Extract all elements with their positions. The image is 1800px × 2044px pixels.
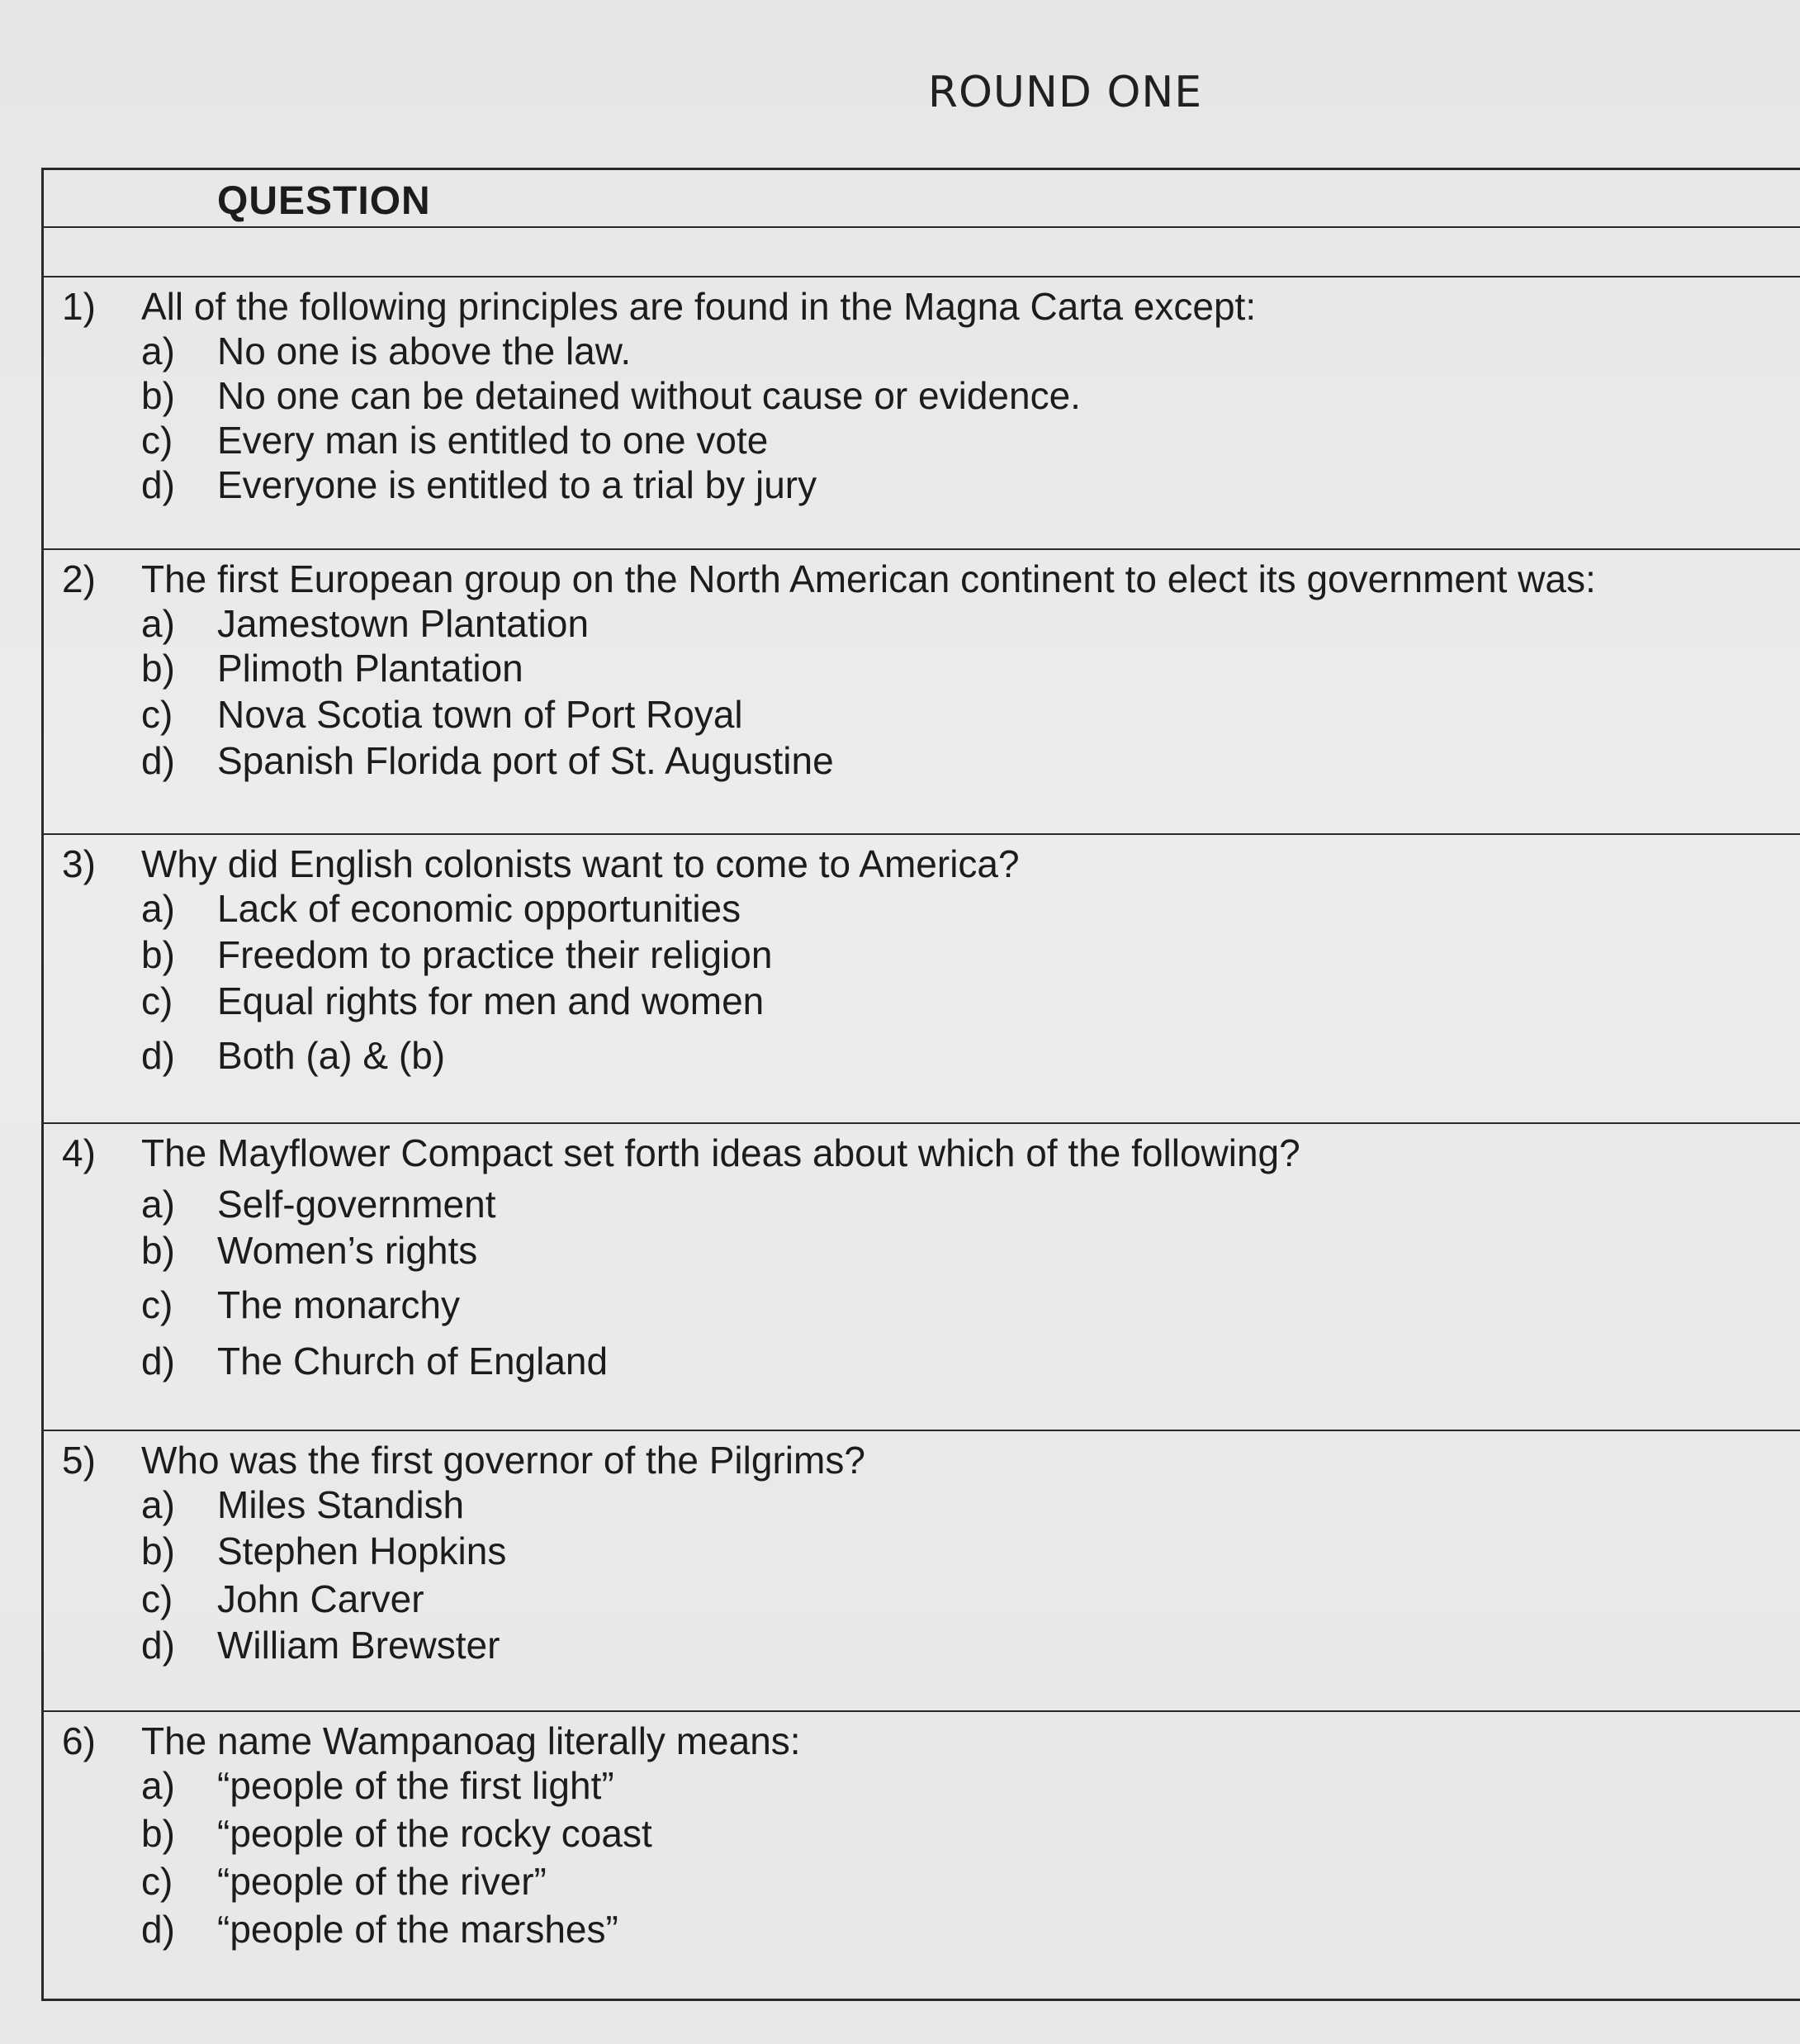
option-c xyxy=(141,979,764,1023)
option-letter: b) xyxy=(141,933,175,976)
option-letter: d) xyxy=(141,739,175,782)
option-text: “people of the marshes” xyxy=(217,1908,618,1951)
option-text: Women’s rights xyxy=(217,1229,478,1272)
option-letter: b) xyxy=(141,1229,175,1272)
option-d xyxy=(141,738,834,783)
question-text: Who was the first governor of the Pilgrims? xyxy=(141,1439,865,1482)
option-b xyxy=(141,932,772,977)
option-letter: b) xyxy=(141,647,175,690)
option-letter: b) xyxy=(141,1812,175,1855)
option-d xyxy=(141,1339,608,1383)
option-letter: c) xyxy=(141,419,173,462)
page-title: ROUND ONE xyxy=(927,68,1203,117)
option-letter: c) xyxy=(141,693,173,736)
option-text: Plimoth Plantation xyxy=(217,647,523,690)
question-number: 2) xyxy=(62,557,96,600)
option-a xyxy=(141,1482,464,1527)
option-letter: d) xyxy=(141,1624,175,1667)
option-letter: c) xyxy=(141,979,173,1022)
option-letter: d) xyxy=(141,1034,175,1077)
option-c xyxy=(141,1859,547,1904)
option-letter: a) xyxy=(141,602,175,645)
option-a xyxy=(141,886,741,931)
table-header xyxy=(44,170,1800,228)
option-text: Spanish Florida port of St. Augustine xyxy=(217,739,834,782)
option-a xyxy=(141,1763,614,1808)
option-letter: b) xyxy=(141,374,175,417)
option-letter: c) xyxy=(141,1283,173,1326)
option-c xyxy=(141,418,768,462)
option-b xyxy=(141,1228,477,1273)
table-header-label: QUESTION xyxy=(217,179,431,223)
option-letter: a) xyxy=(141,330,175,372)
option-letter: d) xyxy=(141,1908,175,1951)
option-text: Jamestown Plantation xyxy=(217,602,590,645)
option-text: Stephen Hopkins xyxy=(217,1529,507,1572)
option-a xyxy=(141,601,589,646)
option-d xyxy=(141,1033,445,1078)
option-text: John Carver xyxy=(217,1577,424,1620)
question-row-6 xyxy=(44,1712,1800,2001)
question-text: The first European group on the North American continent to elect its government was: xyxy=(141,557,1596,600)
option-text: Miles Standish xyxy=(217,1483,465,1526)
option-a xyxy=(141,329,631,373)
option-b xyxy=(141,646,523,690)
option-letter: d) xyxy=(141,463,175,506)
option-text: No one is above the law. xyxy=(217,330,632,372)
option-text: Lack of economic opportunities xyxy=(217,887,741,930)
option-letter: c) xyxy=(141,1860,173,1903)
question-table xyxy=(41,168,1800,2001)
option-text: Everyone is entitled to a trial by jury xyxy=(217,463,817,506)
option-text: Every man is entitled to one vote xyxy=(217,419,769,462)
question-row-4 xyxy=(44,1124,1800,1431)
option-letter: a) xyxy=(141,1764,175,1807)
option-d xyxy=(141,462,817,507)
question-text: All of the following principles are found in the Magna Carta except: xyxy=(141,285,1257,328)
option-text: Self-government xyxy=(217,1183,496,1226)
option-c xyxy=(141,1577,424,1621)
option-d xyxy=(141,1907,618,1952)
option-b xyxy=(141,373,1081,418)
question-row-5 xyxy=(44,1431,1800,1712)
option-text: Both (a) & (b) xyxy=(217,1034,446,1077)
option-letter: b) xyxy=(141,1529,175,1572)
question-number: 6) xyxy=(62,1719,96,1762)
question-row-2 xyxy=(44,550,1800,835)
question-text: The Mayflower Compact set forth ideas about which of the following? xyxy=(141,1131,1300,1174)
question-text: The name Wampanoag literally means: xyxy=(141,1719,801,1762)
option-letter: a) xyxy=(141,1183,175,1226)
option-text: “people of the first light” xyxy=(217,1764,614,1807)
option-letter: a) xyxy=(141,1483,175,1526)
option-d xyxy=(141,1623,500,1667)
option-text: The monarchy xyxy=(217,1283,461,1326)
option-text: The Church of England xyxy=(217,1340,609,1382)
option-text: “people of the rocky coast xyxy=(217,1812,652,1855)
option-letter: d) xyxy=(141,1340,175,1382)
question-number: 1) xyxy=(62,285,96,328)
option-text: Nova Scotia town of Port Royal xyxy=(217,693,743,736)
option-a xyxy=(141,1182,496,1226)
option-b xyxy=(141,1811,652,1856)
option-text: “people of the river” xyxy=(217,1860,547,1903)
question-number: 3) xyxy=(62,842,96,885)
blank-row xyxy=(44,228,1800,277)
question-text: Why did English colonists want to come to America? xyxy=(141,842,1020,885)
option-c xyxy=(141,1283,460,1327)
question-number: 4) xyxy=(62,1131,96,1174)
option-c xyxy=(141,692,743,737)
option-text: Equal rights for men and women xyxy=(217,979,765,1022)
question-row-1 xyxy=(44,277,1800,550)
question-row-3 xyxy=(44,835,1800,1124)
option-text: Freedom to practice their religion xyxy=(217,933,773,976)
option-letter: a) xyxy=(141,887,175,930)
option-letter: c) xyxy=(141,1577,173,1620)
option-text: No one can be detained without cause or evidence. xyxy=(217,374,1081,417)
option-b xyxy=(141,1529,506,1573)
option-text: William Brewster xyxy=(217,1624,500,1667)
question-number: 5) xyxy=(62,1439,96,1482)
